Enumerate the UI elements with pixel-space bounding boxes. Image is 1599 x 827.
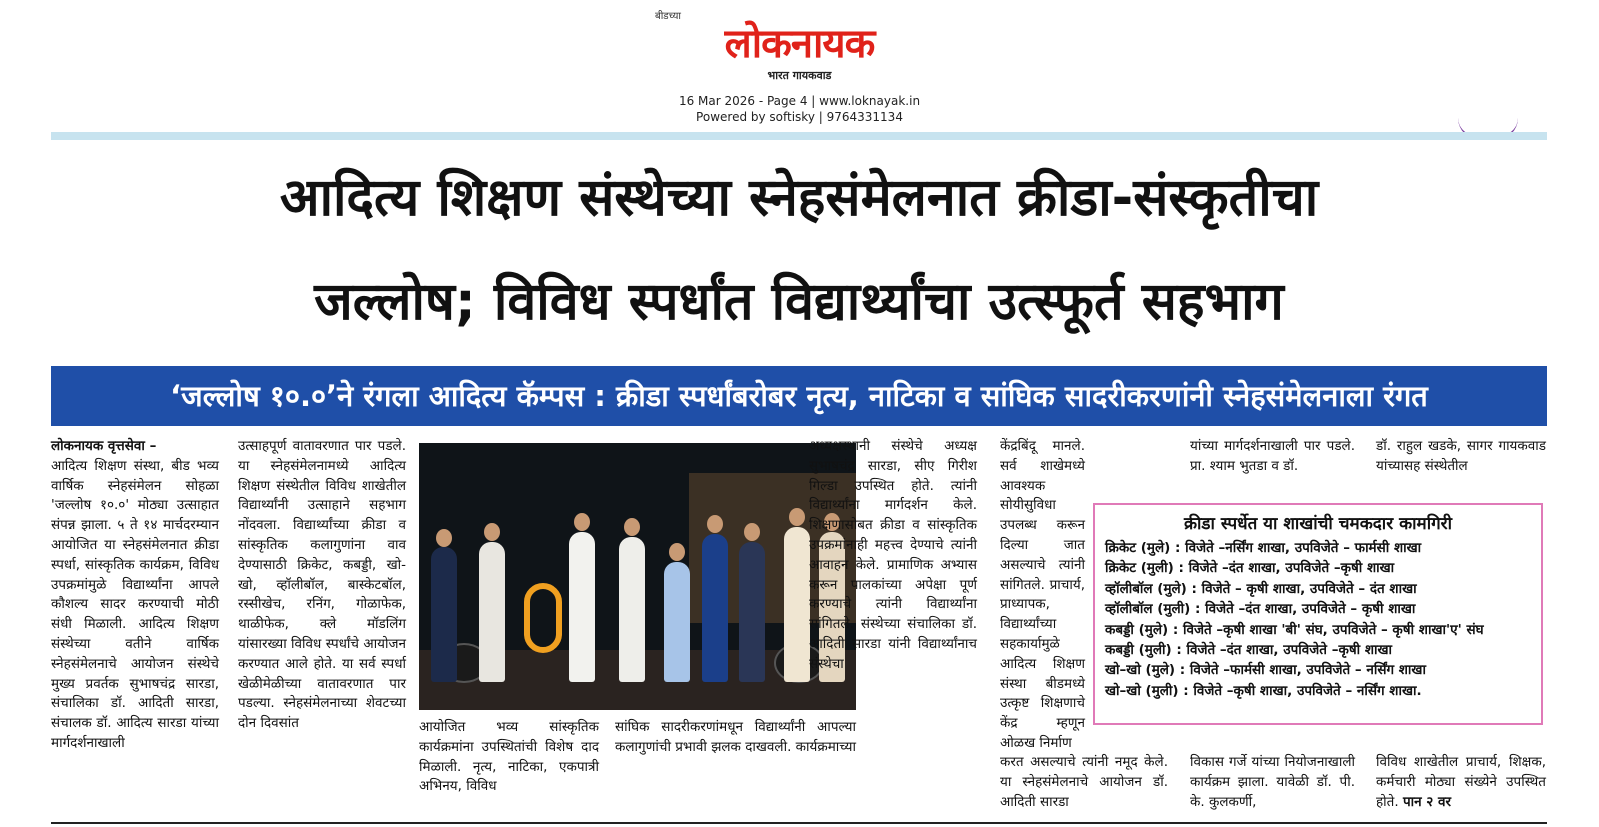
column-5-bottom-text: करत असल्याचे त्यांनी नमूद केले. या स्नेहसंमेलनाचे आयोजन डॉ. आदिती सारडा: [1000, 754, 1168, 810]
guest-head: [574, 513, 590, 531]
article-column-2: [238, 437, 406, 734]
column-4-text: अध्यक्षस्थानी संस्थेचे अध्यक्ष सुभाषचंद्र सारडा, सीए गिरीश गिल्डा उपस्थित होते. त्यांनी विद्यार्थ्यांना मार्गदर्शन केले. शिक्षणासोबत क्रीडा व सांस्कृतिक उपक्रमांनाही महत्त्व देण्याचे त्यांनी आवाहन केले. प्रामाणिक अभ्यास करून पालकांच्या अपेक्षा पूर्ण करण्याचे त्यांनी विद्यार्थ्यांना सांगितले. संस्थेच्या संचालिका डॉ. आदिती सारडा यांनी विद्यार्थ्यांनाच संस्थेचा: [809, 438, 977, 672]
result-row: खो–खो (मुली) : विजेते –कृषी शाखा, उपविजेते – नर्सिंग शाखा.: [1105, 682, 1422, 699]
article-column-6-bottom: [1190, 753, 1355, 812]
guest-figure: [784, 527, 810, 682]
event-photo[interactable]: [419, 443, 856, 710]
continued-on-page-link[interactable]: पान २ वर: [1402, 793, 1452, 810]
editor-name: भारत गायकवाड: [767, 69, 832, 82]
headline: [51, 146, 1547, 354]
guest-head: [707, 515, 723, 533]
results-box: [1093, 503, 1543, 725]
garlanded-portrait: [524, 583, 562, 653]
article-column-7-top: [1376, 437, 1546, 477]
powered-by: Powered by softisky | 9764331134: [696, 110, 903, 124]
subheadline-band: ‘जल्लोष १०.०’ने रंगला आदित्य कॅम्पस : क्रीडा स्पर्धांबरोबर नृत्य, नाटिका व सांघिक सादरीकरणांनी स्नेहसंमेलनाला रंगत: [51, 366, 1547, 426]
top-rule: [51, 132, 1547, 140]
article-column-7-bottom: [1376, 753, 1546, 812]
guest-head: [789, 508, 805, 526]
column-7-bottom-text: [1376, 753, 1546, 812]
column-7-bottom-body: विविध शाखेतील प्राचार्य, शिक्षक, कर्मचारी मोठ्या संख्येने उपस्थित होते.: [1376, 754, 1546, 810]
article-column-1: [51, 437, 219, 754]
newspaper-logo[interactable]: लोकनायक: [724, 21, 875, 67]
caption-right: सांघिक सादरीकरणांमधून विद्यार्थ्यांनी आपल्या कलागुणांची प्रभावी झलक दाखवली. कार्यक्रमाच्या: [615, 719, 856, 755]
results-box-title: क्रीडा स्पर्धेत या शाखांची चमकदार कामगिरी: [1183, 514, 1453, 534]
result-row: खो–खो (मुले) : विजेते –फार्मसी शाखा, उपविजेते – नर्सिंग शाखा: [1105, 662, 1426, 679]
guest-figure: [664, 562, 690, 682]
column-6-bottom-text: विकास गर्जे यांच्या नियोजनाखाली कार्यक्रम झाला. यावेळी डॉ. पी. के. कुलकर्णी,: [1190, 754, 1355, 810]
guest-figure: [702, 534, 728, 682]
column-1-text: आदित्य शिक्षण संस्था, बीड भव्य वार्षिक स्नेहसंमेलन सोहळा 'जल्लोष १०.०' मोठ्या उत्साहात संपन्न झाला. ५ ते १४ मार्चदरम्यान आयोजित या स्नेहसंमेलनात क्रीडा स्पर्धा, सांस्कृतिक कार्यक्रम, विविध उपक्रमांमुळे विद्यार्थ्यांना आपले कौशल्य सादर करण्याची मोठी संधी मिळाली. आदित्य शिक्षण संस्थेच्या वतीने वार्षिक स्नेहसंमेलनाचे आयोजन संस्थेचे मुख्य प्रवर्तक सुभाषचंद्र सारडा, संचालिका डॉ. आदिती सारडा, संचालक डॉ. आदित्य सारडा यांच्या मार्गदर्शनाखाली: [51, 457, 219, 751]
result-row: क्रिकेट (मुले) : विजेते –नर्सिंग शाखा, उपविजेते – फार्मसी शाखा: [1105, 540, 1422, 556]
guest-head: [484, 523, 500, 541]
guest-head: [436, 529, 452, 547]
masthead: [0, 0, 1599, 130]
guest-figure: [431, 547, 457, 682]
brand-prefix: बीडच्या: [655, 11, 681, 22]
guest-head: [624, 518, 640, 536]
bottom-rule: [51, 822, 1547, 824]
byline: लोकनायक वृत्तसेवा –: [51, 438, 157, 454]
article-column-5-top: [1000, 437, 1085, 754]
guest-head: [669, 543, 685, 561]
headline-line-2: जल्लोष; विविध स्पर्धांत विद्यार्थ्यांचा उत्स्फूर्त सहभाग: [314, 272, 1284, 332]
column-2-text: उत्साहपूर्ण वातावरणात पार पडले. या स्नेहसंमेलनामध्ये आदित्य शिक्षण संस्थेतील विविध शाखेतील विद्यार्थ्यांनी उत्साहाने सहभाग नोंदवला. विद्यार्थ्यांच्या क्रीडा व सांस्कृतिक कलागुणांना वाव देण्यासाठी क्रिकेट, कबड्डी, खो-खो, व्हॉलीबॉल, बास्केटबॉल, रस्सीखेच, रनिंग, गोळाफेक, थाळीफेक, क्ले मॉडलिंग यांसारख्या विविध स्पर्धांचे आयोजन करण्यात आले होते. या सर्व स्पर्धा खेळीमेळीच्या वातावरणात पार पडल्या. स्नेहसंमेलनाच्या शेवटच्या दोन दिवसांत: [238, 438, 406, 732]
guest-figure: [569, 532, 595, 682]
result-row: कबड्डी (मुली) : विजेते –दंत शाखा, उपविजेते –कृषी शाखा: [1105, 642, 1393, 659]
column-7-top-text: डॉ. राहुल खडके, सागर गायकवाड यांच्यासह संस्थेतील: [1376, 438, 1546, 474]
guest-figure: [739, 542, 765, 682]
result-row: क्रिकेट (मुली) : विजेते –दंत शाखा, उपविजेते –कृषी शाखा: [1105, 560, 1395, 577]
guest-head: [744, 523, 760, 541]
caption-left: आयोजित भव्य सांस्कृतिक कार्यक्रमांना उपस्थितांची विशेष दाद मिळाली. नृत्य, नाटिका, एकपात्री अभिनय, विविध: [419, 719, 599, 795]
result-row: व्हॉलीबॉल (मुले) : विजेते – कृषी शाखा, उपविजेते – दंत शाखा: [1105, 580, 1417, 597]
article-column-5-bottom: [1000, 753, 1168, 812]
guest-figure: [619, 537, 645, 682]
result-row: व्हॉलीबॉल (मुली) : विजेते –दंत शाखा, उपविजेते – कृषी शाखा: [1105, 601, 1416, 618]
headline-line-1: आदित्य शिक्षण संस्थेच्या स्नेहसंमेलनात क्रीडा-संस्कृतीचा: [279, 168, 1319, 228]
result-row: कबड्डी (मुले) : विजेते –कृषी शाखा 'बी' संघ, उपविजेते – कृषी शाखा'ए' संघ: [1105, 621, 1484, 638]
column-6-top-text: यांच्या मार्गदर्शनाखाली पार पडले. प्रा. श्याम भुतडा व डॉ.: [1190, 438, 1355, 474]
article-column-6-top: [1190, 437, 1355, 477]
column-5-top-text: केंद्रबिंदू मानले. सर्व शाखेमध्ये आवश्यक सोयीसुविधा उपलब्ध करून दिल्या जात असल्याचे त्यांनी सांगितले. प्राचार्य, प्राध्यापक, विद्यार्थ्यांच्या सहकार्यामुळे आदित्य शिक्षण संस्था बीडमध्ये उत्कृष्ट शिक्षणाचे केंद्र म्हणून ओळख निर्माण: [1000, 438, 1085, 751]
article-column-4: [809, 437, 977, 675]
issue-date-page: 16 Mar 2026 - Page 4 | www.loknayak.in: [678, 94, 921, 108]
guest-figure: [479, 542, 505, 682]
